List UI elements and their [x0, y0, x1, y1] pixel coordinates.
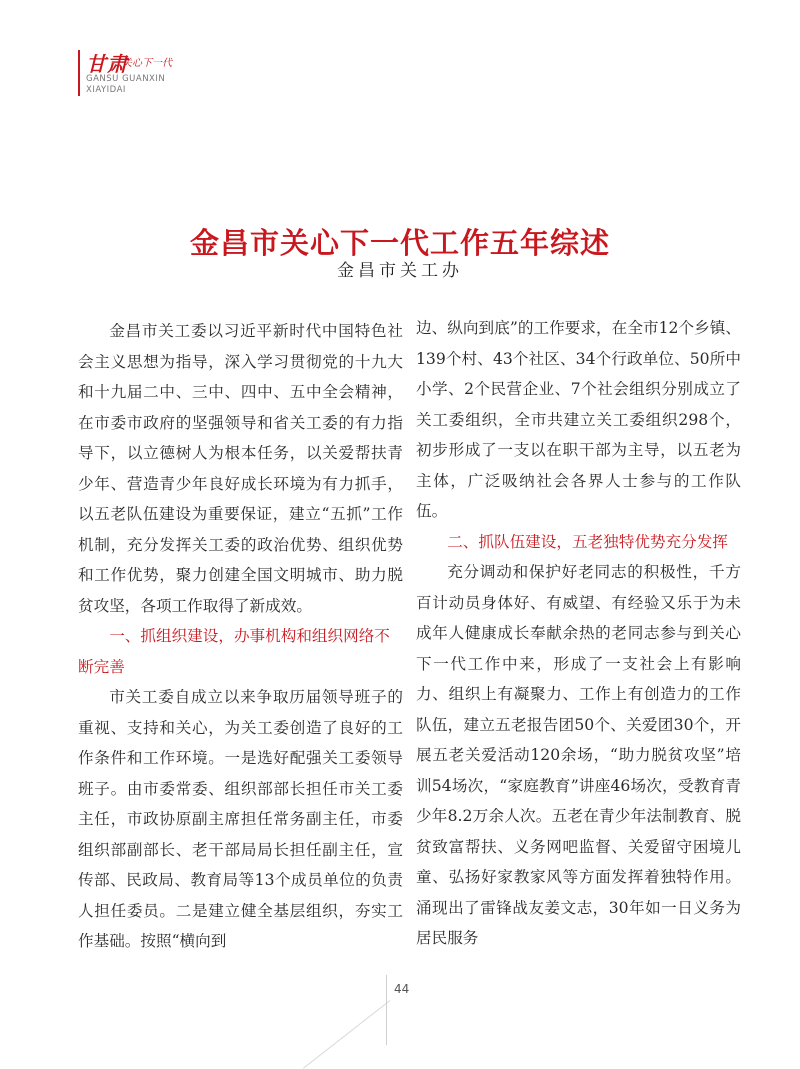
article-author: 金昌市关工办 — [337, 261, 463, 281]
paragraph: 边、纵向到底”的工作要求，在全市12个乡镇、139个村、43个社区、34个行政单位、50所中小学、2个民营企业、7个社会组织分别成立了关工委组织，全市共建立关工委组织298个，初步形成了一支以在职干部为主导，以五老为主体，广泛吸纳社会各界人士参与的工作队伍。 — [416, 319, 741, 520]
paragraph: 金昌市关工委以习近平新时代中国特色社会主义思想为指导，深入学习贯彻党的十九大和十九届二中、三中、四中、五中全会精神，在市委市政府的坚强领导和省关工委的有力指导下，以立德树人为根本任务，以关爱帮扶青少年、营造青少年良好成长环境为有力抓手，以五老队伍建设为重要保证，建立“五抓”工作机制，充分发挥关工委的政治优势、组织优势和工作优势，聚力创建全国文明城市、助力脱贫攻坚，各项工作取得了新成效。 — [78, 322, 403, 615]
logo-bar — [78, 50, 80, 96]
left-column — [78, 316, 403, 957]
section-heading: 一、抓组织建设，办事机构和组织网络不断完善 — [78, 627, 390, 676]
folio-rule — [386, 975, 387, 1045]
logo-hanzi: 甘肃 — [86, 52, 128, 76]
logo-english-line2: XIAYIDAI — [86, 85, 126, 95]
folio-decoration — [303, 1000, 390, 1069]
paragraph: 充分调动和保护好老同志的积极性，千方百计动员身体好、有威望、有经验又乐于为未成年人健康成长奉献余热的老同志参与到关心下一代工作中来，形成了一支社会上有影响力、组织上有凝聚力、工作上有创造力的工作队伍，建立五老报告团50个、关爱团30个，开展五老关爱活动120余场，“助力脱贫攻坚”培训54场次，“家庭教育”讲座46场次，受教育青少年8.2万余人次。五老在青少年法制教育、脱贫致富帮扶、义务网吧监督、关爱留守困境儿童、弘扬好家教家风等方面发挥着独特作用。涌现出了雷锋战友姜文志，30年如一日义务为居民服务 — [416, 563, 741, 947]
page-number: 44 — [394, 982, 410, 996]
paragraph: 市关工委自成立以来争取历届领导班子的重视、支持和关心，为关工委创造了良好的工作条件和工作环境。一是选好配强关工委领导班子。由市委常委、组织部部长担任市关工委主任，市政协原副主席担任常务副主任，市委组织部副部长、老干部局局长担任副主任，宣传部、民政局、教育局等13个成员单位的负责人担任委员。二是建立健全基层组织，夯实工作基础。按照“横向到 — [78, 688, 403, 950]
right-column — [416, 313, 741, 954]
article-title: 金昌市关心下一代工作五年综述 — [189, 226, 610, 261]
magazine-logo — [78, 44, 228, 104]
logo-subtitle: 关心下一代 — [122, 58, 172, 69]
logo-english-line1: GANSU GUANXIN — [86, 74, 166, 84]
section-heading: 二、抓队伍建设，五老独特优势充分发挥 — [447, 532, 728, 551]
